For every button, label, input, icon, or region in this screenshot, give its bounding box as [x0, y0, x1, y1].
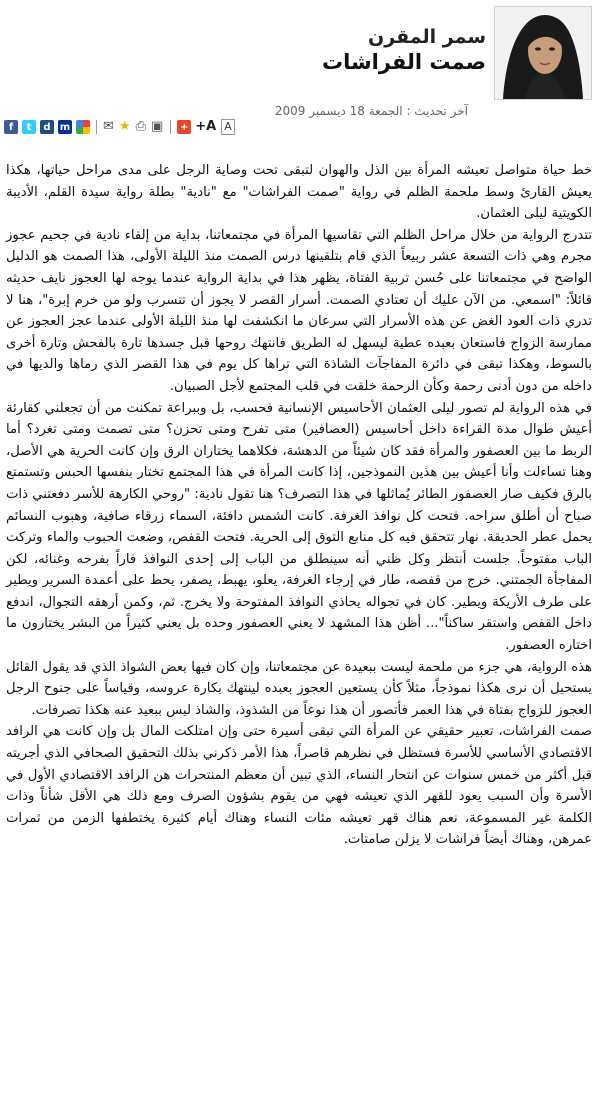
article-paragraph: صمت الفراشات، تعبير حقيقي عن المرأة التي تبقى أسيرة حتى وإن امتلكت المال بل وإن كانت هي الرافد الاقتصادي الأساسي للأسرة فستظل في نظرهم قاصراً، هذا الأمر ذكرني بذلك التحقيق الصحافي الذي أجريته قبل أكثر من خمس سنوات عن انتحار النساء، الذي تبين أن معظم المنتحرات هن الرافد الاقتصادي الأول في الأسرة وأن السبب يعود للقهر الذي تعيشه فهي من يقوم بشؤون الصرف ومع ذلك هي الأقل شأناً وذات الكلمة غير المسموعة، نعم هناك قهر تعيشه مئات النساء وهناك أيام كثيرة يختطفها الزمن من ثمرات عمرهن، وهناك أيضاً فراشات لا يزلن صامتات.	[6, 724, 592, 848]
update-date: آخر تحديث : الجمعة 18 ديسمبر 2009	[274, 104, 468, 118]
favorite-star-icon[interactable]: ★	[118, 119, 131, 134]
article-body	[6, 160, 592, 851]
article-title: صمت الفراشات	[321, 50, 486, 74]
font-decrease-icon[interactable]: A	[221, 119, 235, 135]
facebook-icon[interactable]: f	[4, 120, 18, 134]
google-icon[interactable]	[76, 120, 90, 134]
article-header	[0, 0, 600, 148]
font-increase-icon[interactable]: +A	[195, 119, 217, 134]
twitter-icon[interactable]: t	[22, 120, 36, 134]
author-name: سمر المقرن	[368, 26, 486, 48]
article-paragraph: هذه الرواية، هي جزء من ملحمة ليست ببعيدة عن مجتمعاتنا، وإن كان فيها بعض الشواذ الذي قد يقول القائل يستحيل أن نرى هكذا نموذجاً، مثلاً كأن يستعين العجوز بعبده لينتهك بكارة عروسه، وقياساً على جنوح الرجل العجوز للزواج بفتاة في هذا العمر فأتصور أن هذا نوعاً من الشذوذ، والشاذ ليس ببعيد عنه هكذا تصرفات.	[6, 659, 592, 718]
print-icon[interactable]: ⎙	[135, 119, 146, 134]
author-photo	[494, 6, 592, 100]
article-toolbar	[0, 98, 600, 152]
plus-icon[interactable]: +	[177, 120, 191, 134]
toolbar-divider	[170, 120, 171, 134]
article-paragraph: تتدرج الرواية من خلال مراحل الظلم التي تقاسيها المرأة في مجتمعاتنا، بداية من إلقاء نادية في جحيم عجوز مجرم وهي ذات التسعة عشر ربيعاً الذي قام بتلقينها درس الصمت منذ الليلة الأولى، هذا الصمت هو الدليل الواضح في مجتمعاتنا على حُسن تربية الفتاة، يظهر هذا في بداية الرواية عندما يوجه لها العجوز نايف حديثه قائلاً: "اسمعي. من الآن عليك أن تعتادي الصمت. أسرار القصر لا يجوز أن تتسرب ولو من خرم إبرة"، هنا لا تدري ذات العود الغض عن هذه الأسرار التي سرعان ما انكشفت لها منذ الليلة الأولى عندما عجز العجوز عن ممارسة الزواج فاستعان بعبده عطية ليسهل له الطريق فانتهك روحها قبل جسدها تارة بالفحش وتارة أخرى بالسوط، وهكذا تبقى في دائرة المفاجآت الشاذة التي تراها كل يوم في هذا القصر الذي رماها والديها في داخله من دون أدنى رحمة وكأن الرحمة خلقت في قلب المجتمع لأجل الصبيان.	[6, 227, 592, 394]
digg-icon[interactable]: d	[40, 120, 54, 134]
save-icon[interactable]: ▣	[150, 119, 164, 134]
share-tools	[4, 118, 240, 136]
article-paragraph: خط حياة متواصل تعيشه المرأة بين الذل والهوان لتبقى تحت وصاية الرجل على مدى مراحل حياتها، هكذا يعيش القارئ وسط ملحمة الظلم في رواية "صمت الفراشات" مع "نادية" بطلة رواية سيدة القلم، الأديبة الكويتية ليلى العثمان.	[6, 163, 592, 222]
article-paragraph: في هذه الرواية لم تصور ليلى العثمان الأحاسيس الإنسانية فحسب، بل وببراعة تمكنت من أن تجعلني كقارئة أعيش طوال مدة القراءة داخل أحاسيس (العصافير) متى تفرح ومتى تحزن؟ متى تصمت ومتى تغرد؟ أما الربط ما بين العصفور والمرأة فقد كان شيئاً من الدهشة، فكلاهما يختاران الرق وإن كانت الحرية هي الأصل، وهنا تساءلت وأنا أعيش بين هذين النموذجين، إذا كانت المرأة في هذا المجتمع تختار بنفسها الحبس وتستمتع بالرق فكيف صار العصفور الطائر يُماثلها في هذا التصرف؟ هنا تقول نادية: "روحي الكارهة للأسر دفعتني ذات صباح أن أطلق سراحه. فتحت كل نوافذ الغرفة. كانت الشمس دافئة، السماء زرقاء صافية، وهبوب النسائم يحمل عطر الحديقة. نهار تتحقق فيه كل منابع التوق إلى الحرية. فتحت القفص، وضعت الحبوب والماء وتركت الباب مفتوحاً. جلست أنتظر وكل ظني أنه سينطلق من الباب إلى إحدى النوافذ فاراً بفرحه وغنائه، لكن المفاجأة الجمتني. خرج من قفصه، طار في إرجاء الغرفة، يعلو، يهبط، يصفر، يحط على أعمدة السرير ويطير على طرف الأريكة ويطير. كان في تجواله يحاذي النوافذ المفتوحة ولا يخرج. ثم، وكمن أرهقه التجوال، اندفع داخل القفص واستقر ساكناً"... أظن هذا المشهد لا يعني العصفور وحده بل يعني كثيراً من البشر يختارون ما اختاره العصفور.	[6, 400, 592, 654]
email-icon[interactable]: ✉	[103, 119, 114, 134]
myspace-icon[interactable]: m	[59, 121, 71, 133]
toolbar-divider	[96, 120, 97, 134]
